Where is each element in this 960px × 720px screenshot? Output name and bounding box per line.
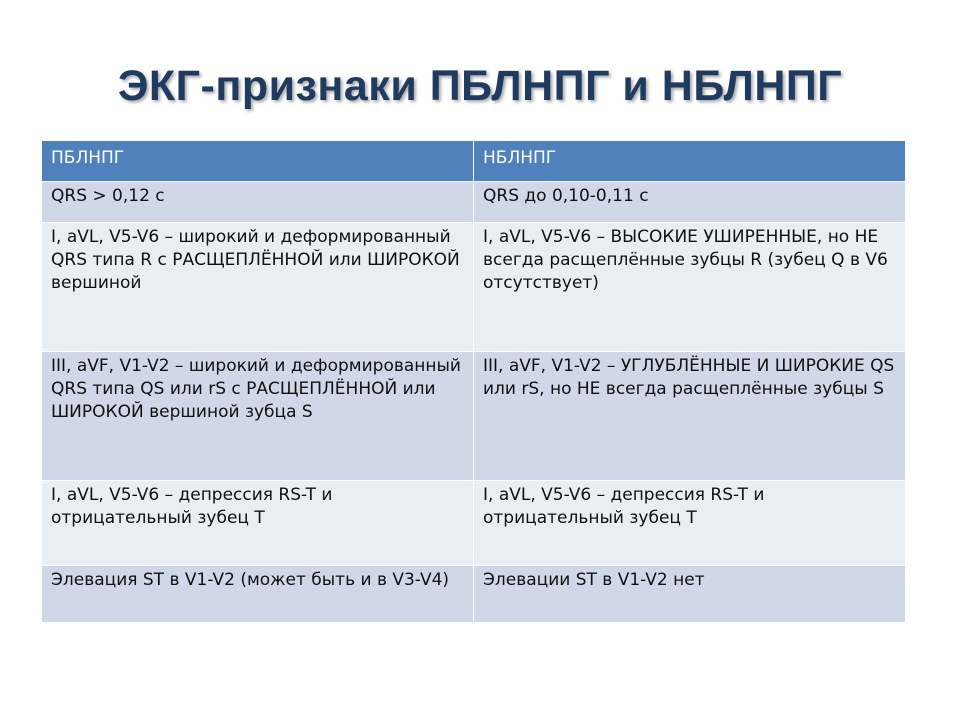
table-cell: I, aVL, V5-V6 – депрессия RS-T и отрицательный зубец T: [474, 481, 906, 566]
table-cell: QRS > 0,12 с: [42, 182, 474, 223]
table-row: [42, 352, 906, 481]
table-cell: I, aVL, V5-V6 – широкий и деформированный QRS типа R с РАСЩЕПЛЁННОЙ или ШИРОКОЙ вершиной: [42, 223, 474, 352]
table-cell: Элевации ST в V1-V2 нет: [474, 566, 906, 623]
table-cell: Элевация ST в V1-V2 (может быть и в V3-V4): [42, 566, 474, 623]
table-header-row: [42, 141, 906, 182]
table-row: [42, 566, 906, 623]
table-row: [42, 481, 906, 566]
table-cell: QRS до 0,10-0,11 с: [474, 182, 906, 223]
header-cell-nblnpg: НБЛНПГ: [474, 141, 906, 182]
table-row: [42, 182, 906, 223]
table-row: [42, 223, 906, 352]
table-cell: I, aVL, V5-V6 – депрессия RS-T и отрицательный зубец T: [42, 481, 474, 566]
table-cell: III, aVF, V1-V2 – широкий и деформированный QRS типа QS или rS с РАСЩЕПЛЁННОЙ или ШИРОКОЙ вершиной зубца S: [42, 352, 474, 481]
table-cell: III, aVF, V1-V2 – УГЛУБЛЁННЫЕ И ШИРОКИЕ QS или rS, но НЕ всегда расщеплённые зубцы S: [474, 352, 906, 481]
comparison-table: [41, 140, 906, 623]
header-cell-pblnpg: ПБЛНПГ: [42, 141, 474, 182]
table-cell: I, aVL, V5-V6 – ВЫСОКИЕ УШИРЕННЫЕ, но НЕ всегда расщеплённые зубцы R (зубец Q в V6 отсутствует): [474, 223, 906, 352]
slide-title: ЭКГ-признаки ПБЛНПГ и НБЛНПГ: [117, 62, 843, 110]
